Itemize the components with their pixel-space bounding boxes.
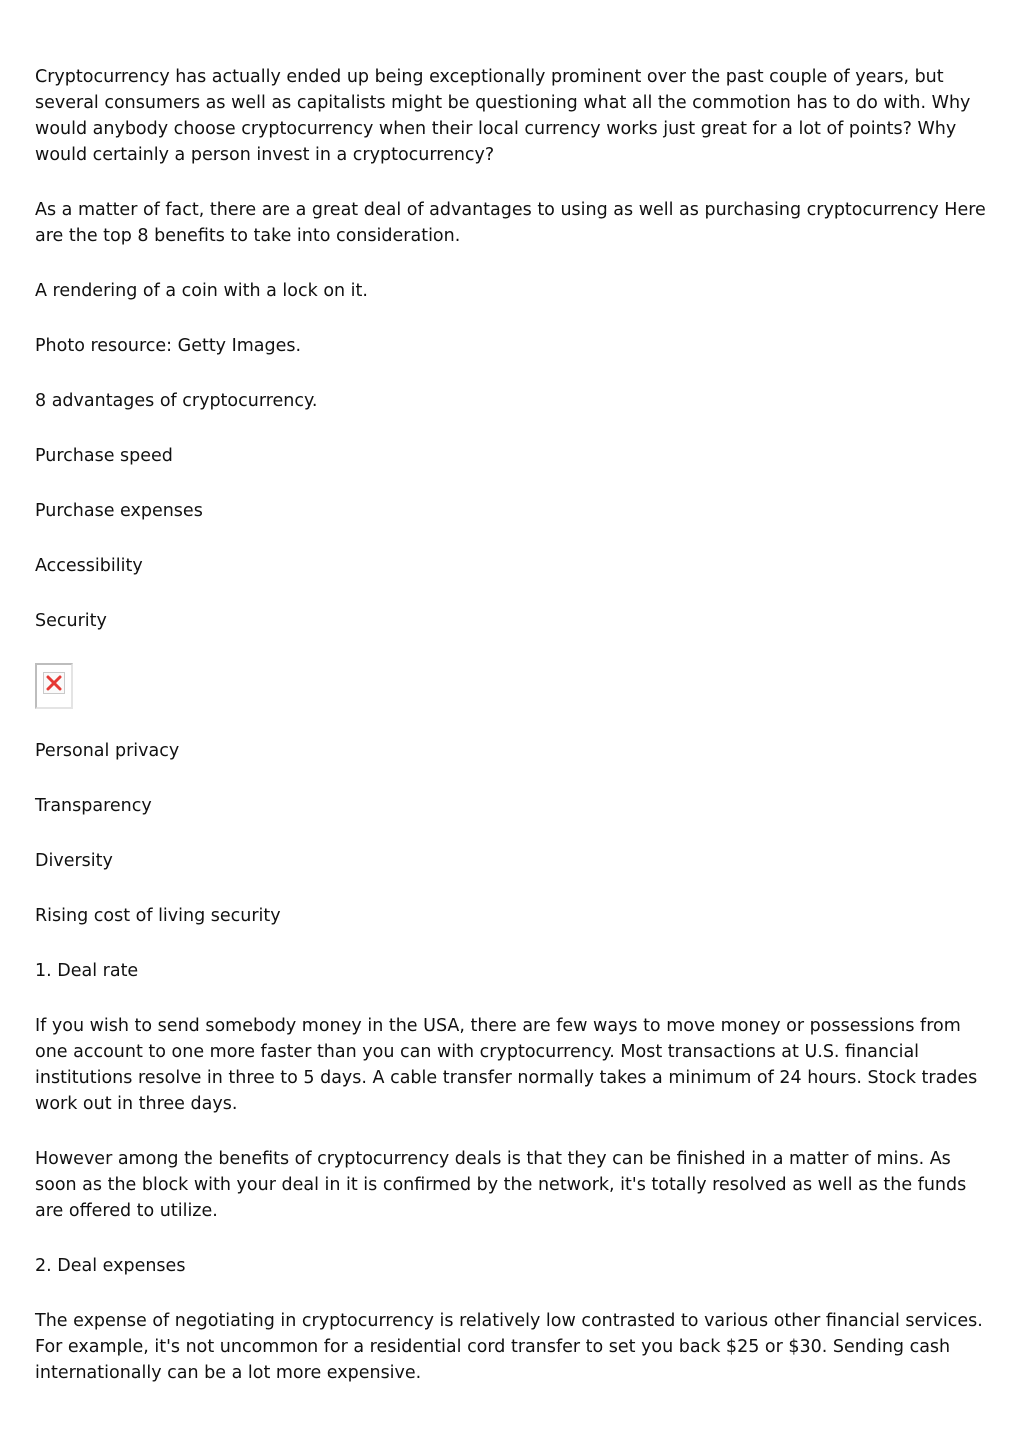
deal-rate-paragraph: However among the benefits of cryptocurrency deals is that they can be finished in a matter of mins. As soon as the block with your deal in it is confirmed by the network, it's totally resolved as well as the funds are offered to utilize. (35, 1149, 967, 1221)
deal-rate-paragraph: If you wish to send somebody money in the USA, there are few ways to move money or possessions from one account to one more faster than you can with cryptocurrency. Most transactions at U.S. financial institutions resolve in three to 5 days. A cable transfer normally takes a minimum of 24 hours. Stock trades work out in three days. (35, 1016, 978, 1114)
benefits-intro-paragraph: As a matter of fact, there are a great deal of advantages to using as well as purchasing cryptocurrency Here are the top 8 benefits to take into consideration. (35, 200, 986, 246)
broken-image (35, 663, 73, 709)
red-x-icon (46, 675, 62, 691)
list-item: Personal privacy (35, 741, 180, 761)
article-body (35, 64, 995, 1415)
list-item: Diversity (35, 851, 113, 871)
list-item: Purchase speed (35, 446, 173, 466)
section-heading-deal-rate: 1. Deal rate (35, 961, 139, 981)
list-item: Transparency (35, 796, 152, 816)
list-heading: 8 advantages of cryptocurrency. (35, 391, 318, 411)
image-caption: A rendering of a coin with a lock on it. (35, 281, 368, 301)
list-item: Purchase expenses (35, 501, 203, 521)
list-item: Rising cost of living security (35, 906, 281, 926)
intro-paragraph: Cryptocurrency has actually ended up being exceptionally prominent over the past couple of years, but several consumers as well as capitalists might be questioning what all the commotion has to do with. Why would anybody choose cryptocurrency when their local currency works just great for a lot of points? Why would certainly a person invest in a cryptocurrency? (35, 67, 971, 165)
list-item: Accessibility (35, 556, 143, 576)
list-item: Security (35, 611, 107, 631)
section-heading-deal-expenses: 2. Deal expenses (35, 1256, 186, 1276)
broken-image-icon (43, 672, 65, 694)
photo-credit: Photo resource: Getty Images. (35, 336, 302, 356)
deal-expenses-paragraph: The expense of negotiating in cryptocurrency is relatively low contrasted to various other financial services. For example, it's not uncommon for a residential cord transfer to set you back $25 or $30. Sending cash internationally can be a lot more expensive. (35, 1311, 983, 1383)
